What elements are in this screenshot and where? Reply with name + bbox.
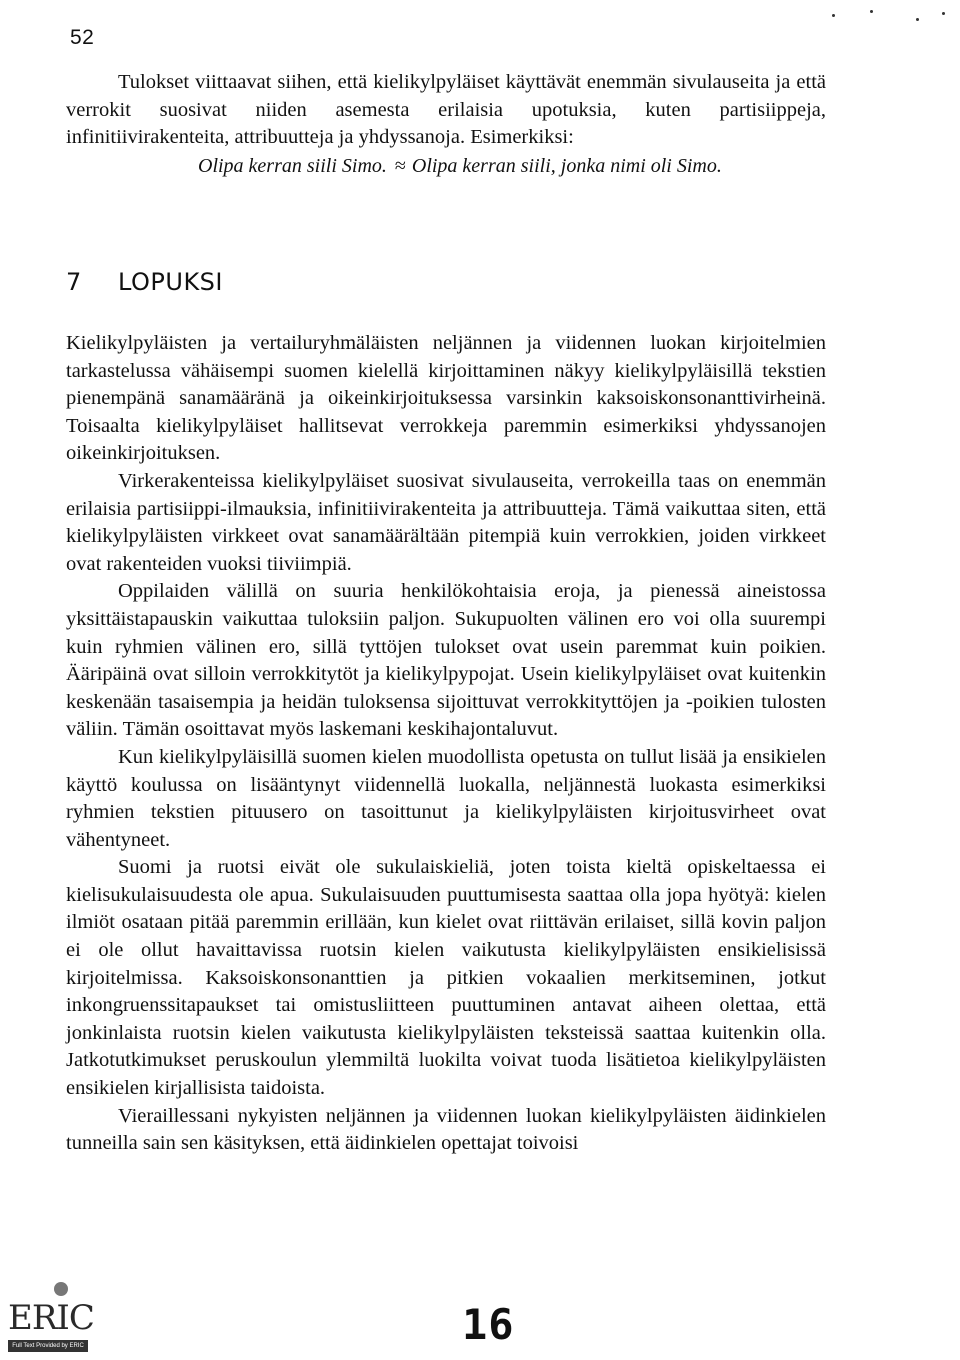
paragraph: Oppilaiden välillä on suuria henkilökohtaisia eroja, ja pienessä aineistossa yksittäistapauskin vaikuttaa tuloksiin paljon. Sukupuolten välinen ero voi olla suurempi kuin ryhmien välinen ero, sillä tyttöjen tulokset ovat usein paremmat kuin poikien. Ääripäinä ovat silloin verrokkitytöt ja kielikylpypojat. Usein kielikylpyläiset ovat kuitenkin keskenään tasaisempia ja heidän tuloksensa sijoittuvat verrokkityttöjen ja -poikien tulosten väliin. Tämän osoittavat myös laskemani keskihajontaluvut.	[66, 580, 826, 741]
folio-number: 16	[462, 1300, 515, 1349]
intro-section	[66, 69, 826, 180]
logo-tagline: Full Text Provided by ERIC	[8, 1340, 88, 1352]
page-number: 52	[70, 26, 95, 49]
paragraph: Virkerakenteissa kielikylpyläiset suosivat sivulauseita, verrokeilla taas on enemmän erilaisia partisiippi-ilmauksia, infinitiivirakenteita ja attribuutteja. Tämä vaikuttaa siten, että kielikylpyläisten virkkeet ovat sanamäärältään pitempiä kuin verrokkien, joiden virkkeet ovat rakenteiden vuoksi tiiviimpiä.	[66, 469, 826, 575]
paragraph: Kielikylpyläisten ja vertailuryhmäläisten neljännen ja viidennen luokan kirjoitelmien tarkastelussa vähäisempi suomen kielellä kirjoittaminen näkyy kielikylpyläisillä tekstien pienempänä sanamääränä ja oikeinkirjoituksessa varsinkin kaksoiskonsonanttivirheinä. Toisaalta kielikylpyläiset hallitsevat verrokkeja paremmin esimerkiksi yhdyssanojen oikeinkirjoituksen.	[66, 332, 826, 465]
example-right: Olipa kerran siili, jonka nimi oli Simo.	[411, 154, 722, 177]
scan-specks	[830, 6, 950, 26]
section-title: LOPUKSI	[118, 268, 223, 296]
logo-circle-icon	[54, 1282, 68, 1296]
paragraph: Vieraillessani nykyisten neljännen ja viidennen luokan kielikylpyläisten äidinkielen tunneilla sain sen käsityksen, että äidinkielen opettajat toivoisi	[66, 1104, 826, 1155]
paragraph: Suomi ja ruotsi eivät ole sukulaiskieliä, joten toista kieltä opiskeltaessa ei kielisukulaisuudesta ole apua. Sukulaisuuden puuttumisesta saattaa olla jopa hyötyä: kielen ilmiöt osataan pitää paremmin erillään, kun kielet ovat riittävän erilaiset, sillä kovin paljon ei ole ollut havaittavissa ruotsin kielen vaikutusta kielikylpyläisten ensikielisissä kirjoitelmissa. Kaksoiskonsonanttien ja pitkien vokaalien merkitseminen, jotkut inkongruenssitapaukset tai omistusliitteen puuttuminen antavat aiheen olettaa, että jonkinlaista ruotsin kielen vaikutusta kielikylpyläisten teksteissä saattaa kuitenkin olla. Jatkotutkimukset peruskoulun ylemmiltä luokilta voivat tuoda lisätietoa kielikylpyläisten ensikielen kirjallisista taidoista.	[66, 856, 826, 1100]
main-text	[66, 330, 826, 1158]
intro-paragraph: Tulokset viittaavat siihen, että kielikylpyläiset käyttävät enemmän sivulauseita ja että verrokit suosivat niiden asemesta erilaisia upotuksia, kuten partisiippeja, infinitiivirakenteita, attribuutteja ja yhdyssanoja. Esimerkiksi:	[66, 71, 826, 149]
section-number: 7	[66, 268, 82, 296]
eric-logo	[8, 1282, 94, 1356]
approx-symbol: ≈	[394, 154, 406, 177]
example-sentence	[66, 152, 826, 180]
example-left: Olipa kerran siili Simo.	[198, 154, 387, 177]
logo-wordmark: ERIC	[8, 1298, 94, 1338]
paragraph: Kun kielikylpyläisillä suomen kielen muodollista opetusta on tullut lisää ja ensikielen käyttö koulussa on lisääntynyt viidennellä luokalla, neljännestä luokasta esimerkiksi ryhmien tekstien pituusero on tasoittunut ja kielikylpyläisten kirjoitusvirheet ovat vähentyneet.	[66, 745, 826, 851]
section-heading	[66, 268, 223, 296]
